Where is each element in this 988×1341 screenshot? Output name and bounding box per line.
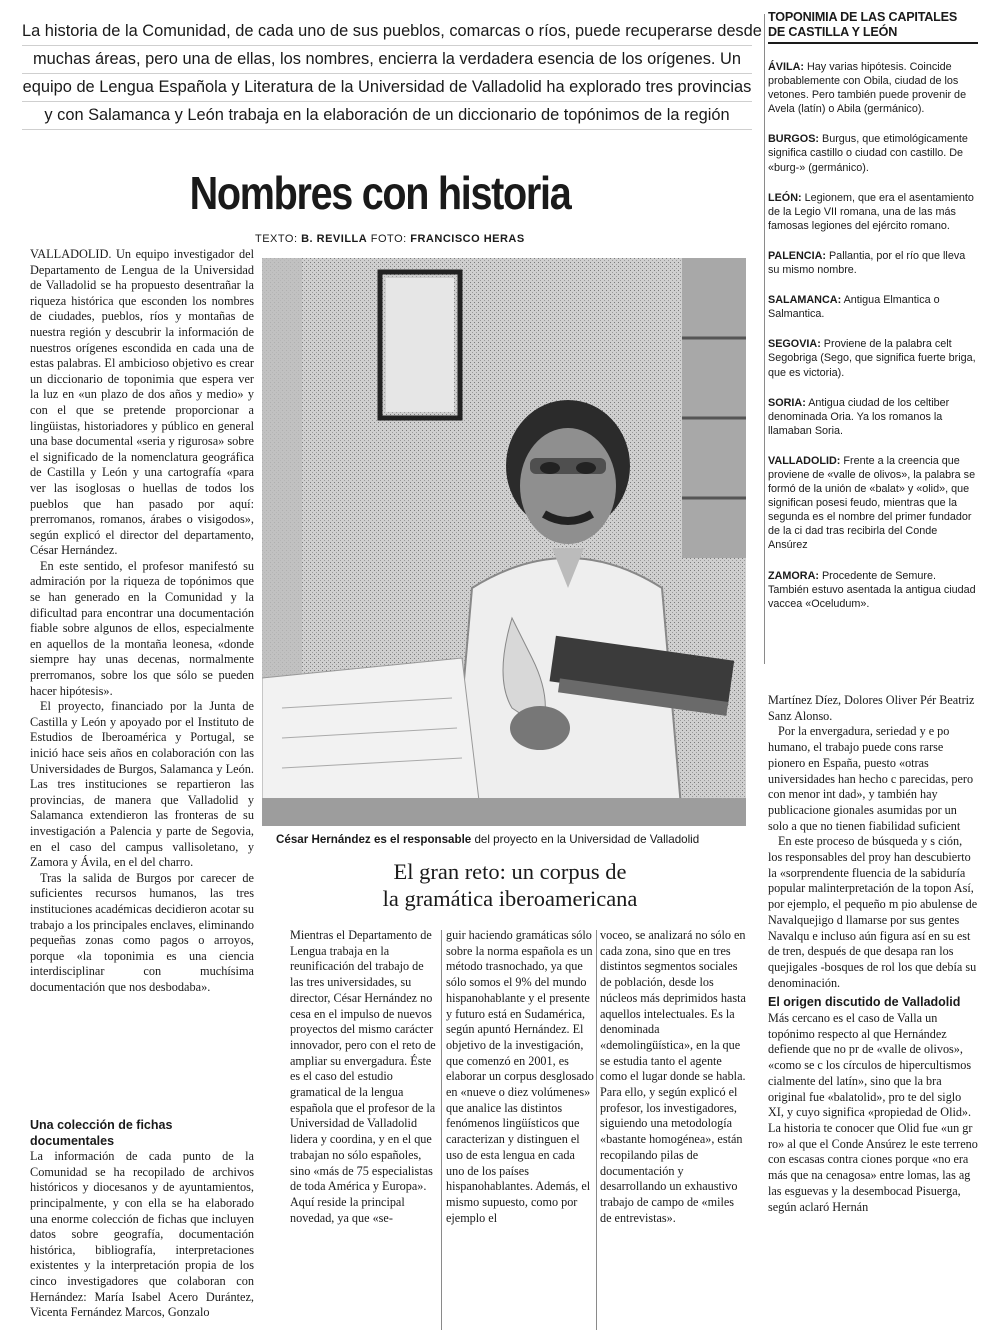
body-paragraph: Tras la salida de Burgos por carecer de suficientes recursos humanos, las tres instituciones académicas decidieron acotar su trabajo a los principales enclaves, eliminando pequeñas zonas como pagos o arroyos, porque «la toponimia es una ciencia interdisciplinar con muchísima documentación que nos desbodaba».: [30, 870, 254, 994]
entry-body: Frente a la creencia que proviene de «valle de olivos», la palabra se formó de la unión de «balat» y «olid», que significan posesi feudo, mientras que la segunda es el nombre del primer fundador de la ci dad tras recibirla del Conde Ansúrez: [768, 454, 976, 552]
body-column-left: [30, 247, 254, 996]
entry-city: SORIA:: [768, 396, 806, 409]
toponymy-sidebar: [768, 10, 978, 611]
byline-photo-label: FOTO:: [370, 233, 407, 245]
sidebar-entry: [768, 249, 978, 277]
body-paragraph: Martínez Díez, Dolores Oliver Pér Beatriz Sanz Alonso.: [768, 693, 975, 723]
section-heading: Una colección de fichas documentales: [30, 1118, 173, 1148]
entry-body: Pallantia, por el río que lleva su mismo nombre.: [768, 249, 966, 277]
entry-city: ZAMORA:: [768, 569, 819, 582]
column-divider: [596, 930, 597, 1330]
body-paragraph: El proyecto, financiado por la Junta de Castilla y León y apoyado por el Instituto de Estudios de Iberoamérica y Portugal, se inició hace seis años en colaboración con las Universidades de Burgos, Salamanca y León. Las tres instituciones se repartieron las provincias, de manera que Valladolid y Salamanca extendieron las fronteras de su investigación a Palencia y parte de Segovia, en el caso del campus vallisoletano, y Zamora y Ávila, en el del charro.: [30, 699, 254, 870]
body-paragraph: La información de cada punto de la Comunidad se ha recopilado de archivos históricos y diocesanos y de ayuntamientos, principalmente, y con ella se ha elaborado una enorme colección de fichas que incluyen datos sobre geografía, documentación histórica, bibliografía, interpretaciones existentes y la interpretación propia de los cinco investigadores que colaboran con Hernández: María Isabel Acero Durántez, Vicenta Fernández Marcos, Gonzalo: [30, 1149, 254, 1320]
byline: [255, 233, 525, 245]
entry-city: BURGOS:: [768, 133, 819, 146]
sidebar-entry: [768, 454, 978, 553]
column-divider: [441, 930, 442, 1330]
sidebar-entry: [768, 132, 978, 174]
entry-body: Procedente de Semure. También estuvo asentada la antigua ciudad vaccea «Oceludum».: [768, 569, 976, 610]
sidebar-entry: [768, 337, 978, 379]
byline-photographer: FRANCISCO HERAS: [410, 233, 525, 245]
sidebar-title-line: DE CASTILLA Y LEÓN: [768, 25, 898, 39]
entry-city: VALLADOLID:: [768, 454, 841, 467]
entry-city: LEÓN:: [768, 191, 802, 204]
section-heading: El origen discutido de Valladolid: [768, 995, 961, 1010]
subheadline-line: la gramática iberoamericana: [382, 886, 638, 911]
sidebar-divider: [764, 14, 765, 664]
entry-body: Antigua Elmantica o Salmantica.: [768, 294, 940, 321]
sidebar-title-line: TOPONIMIA DE LAS CAPITALES: [768, 10, 958, 24]
caption-bold: César Hernández es el responsable: [276, 833, 472, 846]
lead-paragraph: [22, 18, 762, 130]
reto-column-2: [446, 928, 594, 1226]
lead-line: muchas áreas, pero una de ellas, los nombres, encierra la verdadera esencia de los orígenes. Un: [22, 46, 752, 74]
body-column-right: [768, 693, 978, 1215]
reto-column-1: [290, 928, 438, 1226]
sidebar-entry: [768, 396, 978, 438]
entry-city: PALENCIA:: [768, 249, 826, 262]
body-paragraph: En este sentido, el profesor manifestó su admiración por la riqueza de topónimos que se han generado en la Comunidad y la dificultad para encontrar una documentación fiable sobre algunos de ellos, especialmente en aquellos de la montaña leonesa, «donde siempre hay unas decenas, normalmente prerromanos, sobre los que sólo se pueden hacer hipótesis».: [30, 558, 254, 698]
entry-body: Burgus, que etimológicamente significa castillo o ciudad con castillo. De «burg-» (germánico).: [768, 133, 968, 174]
reto-paragraph: Mientras el Departamento de Lengua trabaja en la reunificación del trabajo de las tres universidades, su director, César Hernández no cesa en el impulso de nuevos proyectos del mismo carácter innovador, pero con el reto de ampliar su envergadura. Éste es el caso del estudio gramatical de la lengua española que el profesor de la Universidad de Valladolid lidera y coordina, y en el que trabajan no sólo españoles, sino «más de 75 especialistas de toda América y Europa». Aquí reside la principal novedad, ya que «se-: [290, 928, 436, 1225]
byline-author: B. REVILLA: [301, 233, 368, 245]
reto-paragraph: voceo, se analizará no sólo en cada zona, sino que en tres distintos segmentos sociales de población, desde los núcleos más deprimidos hasta aquellos intelectuales. Es la denominada «demolingüística», en la que se estudia tanto el agente como el lugar donde se habla. Para ello, y según explicó el profesor, los investigadores, siguiendo una metodología «bastante homogénea», están recopilando pilas de documentación y desarrollando un exhaustivo trabajo de campo de «miles de entrevistas».: [600, 928, 746, 1225]
body-paragraph: Por la envergadura, seriedad y e po humano, el trabajo puede cons rarse pionero en España, puesto «otras universidades han hecho c parecidas, pero con menor int dad», y también hay publicacione gionales asumidas por un solo a que no tienen fiabilidad suficient: [768, 724, 974, 833]
sidebar-entry: [768, 60, 978, 116]
caption-rest: del proyecto en la Universidad de Valladolid: [471, 833, 700, 846]
photo-caption: [276, 833, 746, 846]
sidebar-entry: [768, 293, 978, 321]
entry-body: Proviene de la palabra celt Segobriga (Sego, que significa fuerte briga, que es victoria).: [768, 338, 976, 379]
byline-text-label: TEXTO:: [255, 233, 298, 245]
photo-illustration: [262, 258, 746, 826]
lead-line: y con Salamanca y León trabaja en la elaboración de un diccionario de topónimos de la región: [22, 102, 752, 130]
headline: Nombres con historia: [189, 167, 571, 219]
entry-body: Hay varias hipótesis. Coincide probablemente con Obila, ciudad de los vetones. Pero también puede provenir de Avela (latín) o Abila (germánico).: [768, 61, 967, 116]
lead-line: La historia de la Comunidad, de cada uno de sus pueblos, comarcas o ríos, puede recuperarse desde: [22, 18, 752, 46]
entry-body: Antigua ciudad de los celtiber denominada Oria. Ya los romanos la llamaban Soria.: [768, 396, 950, 437]
sidebar-entry: [768, 569, 978, 611]
body-paragraph: Más cercano es el caso de Valla un topónimo respecto al que Hernández defiende que no pr de «valle de olivos», «como se c los círculos de hipercultismos cialmente del latín», sino que la bra original fue «balatolid», pro te del siglo XI, y cuyo significa «propiedad de Olid». La historia te conocer que Olid fue «un gr ro» al que el Conde Ansúrez le este terreno con escasas contra ciones porque «no era más que na cenagosa» entre lomas, las ag las esguevas y la desembocad Pisuerga, según aclaró Hernán: [768, 1011, 978, 1214]
subheadline-line: El gran reto: un corpus de: [393, 859, 627, 884]
entry-city: SALAMANCA:: [768, 294, 842, 307]
sidebar-title: [768, 10, 978, 44]
entry-body: Legionem, que era el asentamiento de la Legio VII romana, una de las más famosas legiones del ejército romano.: [768, 191, 974, 232]
reto-column-3: [600, 928, 746, 1226]
body-column-left-bottom: [30, 1112, 254, 1321]
lead-line: equipo de Lengua Española y Literatura de la Universidad de Valladolid ha explorado tres provincias: [22, 74, 752, 102]
reto-paragraph: guir haciendo gramáticas sólo sobre la norma española es un método trasnochado, ya que sólo somos el 9% del mundo hispanohablante y el presente y futuro está en Sudamérica, según apuntó Hernández. El objetivo de la investigación, que comenzó en 2001, es elaborar un corpus desglosado en «nueve o diez volúmenes» que analice las distintos fenómenos lingüísticos que caracterizan y distinguen el uso de esta lengua en cada uno de los países hispanohablantes. Además, el mismo supuesto, como por ejemplo el: [446, 928, 594, 1225]
body-paragraph: VALLADOLID. Un equipo investigador del Departamento de Lengua de la Universidad de Valladolid se ha propuesto desentrañar la riqueza histórica que esconden los nombres de ciudades, pueblos, ríos y montañas de nuestra región y descubrir la información de nuestros orígenes escondida en cada una de estas palabras. El ambicioso objetivo es crear un diccionario de toponimia que espera ver la luz en «un plazo de dos años y medio» y con el que se pretende proporcionar a lingüistas, historiadores y público en general una base documental «seria y rigurosa» sobre el significado de la nomenclatura geográfica de Castilla y León y una cartografía «para ver las isoglosas o huellas de todos los pueblos que han pasado por aquí: prerromanos, romanos, árabes o visigodos», según explicó el director del departamento, César Hernández.: [30, 247, 255, 558]
sidebar-entry: [768, 191, 978, 233]
entry-city: ÁVILA:: [768, 61, 804, 73]
body-paragraph: En este proceso de búsqueda y s ción, los responsables del proy han descubierto la «sorprendente fluencia de la sabiduría popular malinterpretación de la topon Así, por ejemplo, el pequeño m pio abulense de Navalquejigo d llamarse por sus gentes Navalqu e incluso aún figura así en su est de tren, después de que desapa ran los quejigales -bosques de rol los que debía su denominación.: [768, 834, 978, 990]
entry-city: SEGOVIA:: [768, 338, 821, 351]
photo: [262, 258, 746, 826]
subheadline: [300, 858, 720, 912]
